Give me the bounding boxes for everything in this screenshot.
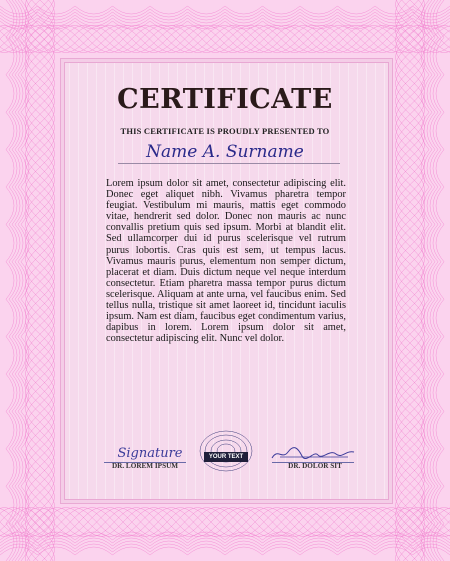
certificate-title: CERTIFICATE xyxy=(117,84,333,115)
certificate-body-text: Lorem ipsum dolor sit amet, consectetur adipiscing elit. Donec eget aliquet nibh. Vivamus pharetra tempor feugiat. Vestibulum mi mauris, mattis eget commodo vitae, hendrerit sed dolor. Donec non mauris ac nunc convallis pretium quis sed ipsum. Morbi at blandit elit. Sed ullamcorper dui id purus scelerisque vel rutrum purus lobortis. Cras quis est sem, ut tempus lacus. Vivamus mauris purus, elementum non semper dictum, placerat et diam. Duis dictum neque vel neque interdum consectetur. Etiam pharetra massa tempor purus dictum scelerisque. Aliquam at ante urna, vel faucibus enim. Sed tellus nulla, tristique sit amet laoreet id, tincidunt iaculis ipsum. Nam est diam, faucibus eget condimentum varius, dapibus in lorem. Lorem ipsum dolor sit amet, consectetur adipiscing elit. Nunc vel dolor. xyxy=(106,178,346,345)
recipient-name: Name A. Surname xyxy=(146,142,304,162)
seal-icon xyxy=(197,428,255,474)
left-signature: Signature xyxy=(117,446,183,461)
right-signer-name: DR. DOLOR SIT xyxy=(288,462,342,470)
left-signer-name: DR. LOREM IPSUM xyxy=(111,462,179,470)
presented-to-line: THIS CERTIFICATE IS PROUDLY PRESENTED TO xyxy=(120,126,330,136)
seal-label: YOUR TEXT xyxy=(204,452,248,462)
recipient-underline xyxy=(118,163,340,164)
right-signature-scribble xyxy=(270,446,356,462)
